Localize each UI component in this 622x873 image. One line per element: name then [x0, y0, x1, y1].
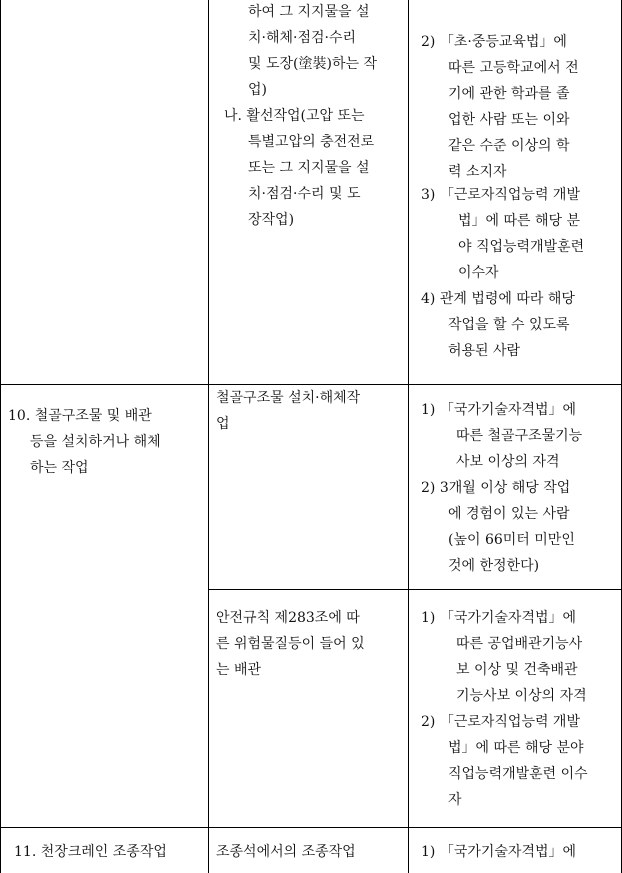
prev-qual-line: 야 직업능력개발훈련: [458, 239, 585, 255]
row11-work-line: 조종석에서의 조종작업: [216, 844, 356, 860]
steel-qual-line: 2) 3개월 이상 해당 작업: [421, 480, 571, 496]
pipe-qual-line: 기능사보 이상의 자격: [456, 688, 587, 704]
row11-category-line: 11. 천장크레인 조종작업: [14, 844, 167, 860]
prev-qual-line: 4) 관계 법령에 따라 해당: [421, 291, 575, 307]
row10-category-line: 하는 작업: [30, 460, 89, 476]
row10-category-cell: [0, 384, 208, 827]
pipe-qual-line: 법」에 따른 해당 분야: [448, 740, 584, 756]
prev-work-line: 하여 그 지지물을 설: [248, 4, 370, 20]
pipe-qual-line: 2) 「근로자직업능력 개발: [421, 714, 580, 730]
pipe-qual-line: 자: [448, 792, 462, 808]
prev-work-line: 나. 활선작업(고압 또는: [224, 108, 365, 124]
pipe-work-line: 른 위험물질등이 들어 있: [216, 636, 365, 652]
steel-work-line: 철골구조물 설치·해체작: [216, 390, 361, 406]
pipe-qual-line: 보 이상 및 건축배관: [456, 662, 578, 678]
row10-steel-qualification-cell: [408, 384, 621, 589]
row10-steel-work-cell: [208, 384, 408, 589]
prev-qual-line: 이수자: [458, 265, 499, 281]
prev-qual-line: 따른 고등학교에서 전: [448, 60, 579, 76]
steel-qual-line: (높이 66미터 미만인: [448, 532, 575, 548]
prev-work-line: 및 도장(塗裝)하는 작: [248, 56, 377, 72]
prev-qual-line: 업한 사람 또는 이와: [448, 112, 570, 128]
row10-category-line: 10. 철골구조물 및 배관: [8, 408, 152, 424]
pipe-work-line: 는 배관: [216, 662, 262, 678]
row10-pipe-qualification-cell: [408, 589, 621, 827]
steel-qual-line: 사보 이상의 자격: [456, 454, 560, 470]
prev-qual-line: 허용된 사람: [448, 343, 521, 359]
steel-qual-line: 것에 한정한다): [448, 558, 540, 574]
prev-row-work-cell: [208, 0, 408, 384]
steel-qual-line: 1) 「국가기술자격법」에: [421, 402, 577, 418]
prev-qual-line: 같은 수준 이상의 학: [448, 138, 570, 154]
prev-work-line: 치·해체·점검·수리: [248, 30, 357, 46]
prev-qual-line: 력 소지자: [448, 164, 507, 180]
row11-qualification-cell: [408, 827, 621, 873]
prev-qual-line: 법」에 따른 해당 분: [458, 213, 581, 229]
prev-row-qualification-cell: [408, 0, 621, 384]
prev-qual-line: 기에 관한 학과를 졸: [448, 86, 570, 102]
row10-pipe-work-cell: [208, 589, 408, 827]
prev-work-line: 또는 그 지지물을 설: [248, 160, 370, 176]
row10-category-line: 등을 설치하거나 해체: [30, 434, 161, 450]
steel-work-line: 업: [216, 416, 230, 432]
prev-qual-line: 작업을 할 수 있도록: [448, 317, 570, 333]
row11-qual-line: 1) 「국가기술자격법」에: [421, 844, 577, 860]
prev-work-line: 업): [248, 82, 267, 98]
pipe-work-line: 안전규칙 제283조에 따: [216, 610, 360, 626]
prev-qual-line: 2) 「초·중등교육법」에: [421, 34, 567, 50]
prev-qual-line: 3) 「근로자직업능력 개발: [421, 187, 580, 203]
prev-work-line: 장작업): [248, 212, 295, 228]
row11-work-cell: [208, 827, 408, 873]
steel-qual-line: 에 경험이 있는 사람: [448, 506, 570, 522]
steel-qual-line: 따른 철골구조물기능: [456, 428, 583, 444]
prev-work-line: 치·점검·수리 및 도: [248, 186, 361, 202]
pipe-qual-line: 1) 「국가기술자격법」에: [421, 610, 577, 626]
row11-category-cell: [0, 827, 208, 873]
prev-work-line: 특별고압의 충전전로: [248, 134, 375, 150]
pipe-qual-line: 따른 공업배관기능사: [456, 636, 583, 652]
pipe-qual-line: 직업능력개발훈련 이수: [448, 766, 588, 782]
